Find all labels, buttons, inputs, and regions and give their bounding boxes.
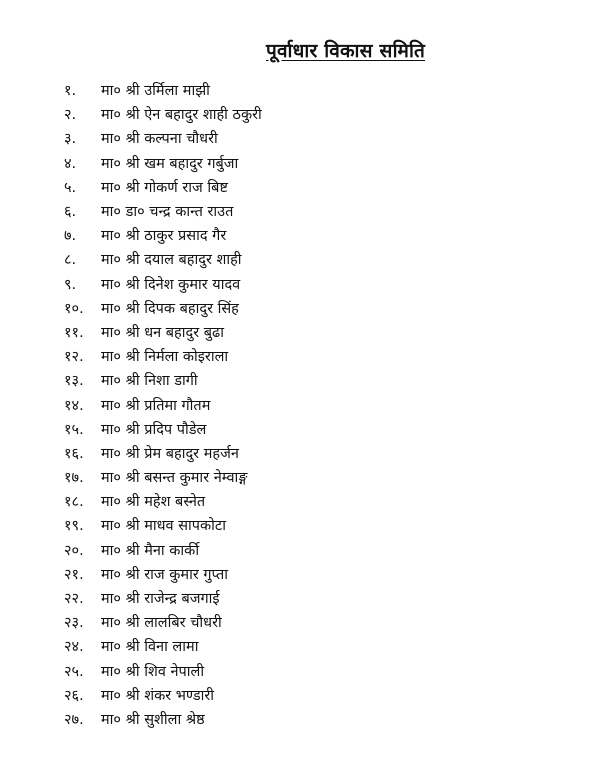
member-number: १५. <box>64 421 84 438</box>
member-name: मा० श्री सुशीला श्रेष्ठ <box>101 711 205 728</box>
member-number: १६. <box>64 445 84 462</box>
member-name: मा० श्री गोकर्ण राज बिष्ट <box>101 179 228 196</box>
member-name: मा० डा० चन्द्र कान्त राउत <box>101 204 234 221</box>
page-title: पूर्वाधार विकास समिति <box>266 40 426 62</box>
member-row <box>64 78 262 102</box>
member-name: मा० श्री धन बहादुर बुढा <box>101 324 224 341</box>
member-name: मा० श्री राज कुमार गुप्ता <box>101 566 229 583</box>
member-row <box>64 126 262 150</box>
member-number: २२. <box>64 591 84 608</box>
member-number: १४. <box>64 397 84 414</box>
member-number: २६. <box>64 687 84 704</box>
member-row <box>64 441 262 465</box>
member-number: १०. <box>64 300 84 317</box>
member-number: ६. <box>64 204 77 221</box>
member-number: १९. <box>64 518 84 535</box>
member-name: मा० श्री ऐन बहादुर शाही ठकुरी <box>101 107 262 124</box>
member-row <box>64 223 262 247</box>
member-number: २. <box>64 107 77 124</box>
member-row <box>64 199 262 223</box>
member-name: मा० श्री दिपक बहादुर सिंह <box>101 300 239 317</box>
member-number: २५. <box>64 663 84 680</box>
member-name: मा० श्री दयाल बहादुर शाही <box>101 252 242 269</box>
member-row <box>64 634 262 658</box>
member-name: मा० श्री खम बहादुर गर्बुजा <box>101 155 239 172</box>
member-number: २७. <box>64 711 84 728</box>
member-number: १७. <box>64 470 84 487</box>
member-row <box>64 272 262 296</box>
member-name: मा० श्री महेश बस्नेत <box>101 494 206 511</box>
member-row <box>64 562 262 586</box>
member-name: मा० श्री ठाकुर प्रसाद गैर <box>101 228 227 245</box>
member-row <box>64 151 262 175</box>
member-row <box>64 659 262 683</box>
member-name: मा० श्री मैना कार्की <box>101 542 200 559</box>
member-list <box>64 78 262 731</box>
member-name: मा० श्री दिनेश कुमार यादव <box>101 276 241 293</box>
member-name: मा० श्री प्रतिमा गौतम <box>101 397 211 414</box>
member-name: मा० श्री शिव नेपाली <box>101 663 205 680</box>
member-row <box>64 465 262 489</box>
member-name: मा० श्री प्रेम बहादुर महर्जन <box>101 445 239 462</box>
member-row <box>64 344 262 368</box>
member-row <box>64 392 262 416</box>
member-number: ३. <box>64 131 77 148</box>
member-number: ४. <box>64 155 77 172</box>
member-row <box>64 707 262 731</box>
member-number: २१. <box>64 566 84 583</box>
member-name: मा० श्री निशा डागी <box>101 373 198 390</box>
member-number: १८. <box>64 494 84 511</box>
member-name: मा० श्री विना लामा <box>101 639 199 656</box>
member-row <box>64 296 262 320</box>
member-row <box>64 683 262 707</box>
member-number: १३. <box>64 373 84 390</box>
member-name: मा० श्री लालबिर चौधरी <box>101 615 222 632</box>
member-number: १२. <box>64 349 84 366</box>
member-row <box>64 175 262 199</box>
member-row <box>64 368 262 392</box>
member-name: मा० श्री उर्मिला माझी <box>101 83 210 100</box>
member-name: मा० श्री राजेन्द्र बजगाई <box>101 591 220 608</box>
member-row <box>64 247 262 271</box>
member-name: मा० श्री कल्पना चौधरी <box>101 131 218 148</box>
member-row <box>64 538 262 562</box>
member-row <box>64 586 262 610</box>
member-row <box>64 610 262 634</box>
member-row <box>64 417 262 441</box>
member-number: १. <box>64 83 77 100</box>
member-name: मा० श्री निर्मला कोइराला <box>101 349 229 366</box>
member-number: ५. <box>64 179 77 196</box>
member-name: मा० श्री प्रदिप पौडेल <box>101 421 207 438</box>
member-row <box>64 102 262 126</box>
member-name: मा० श्री माधव सापकोटा <box>101 518 226 535</box>
member-name: मा० श्री बसन्त कुमार नेम्वाङ्ग <box>101 470 248 487</box>
member-number: २४. <box>64 639 84 656</box>
member-number: ७. <box>64 228 77 245</box>
member-number: २३. <box>64 615 84 632</box>
member-number: ९. <box>64 276 77 293</box>
member-row <box>64 513 262 537</box>
member-row <box>64 489 262 513</box>
member-number: २०. <box>64 542 84 559</box>
member-number: ८. <box>64 252 77 269</box>
member-row <box>64 320 262 344</box>
member-name: मा० श्री शंकर भण्डारी <box>101 687 215 704</box>
member-number: ११. <box>64 324 84 341</box>
